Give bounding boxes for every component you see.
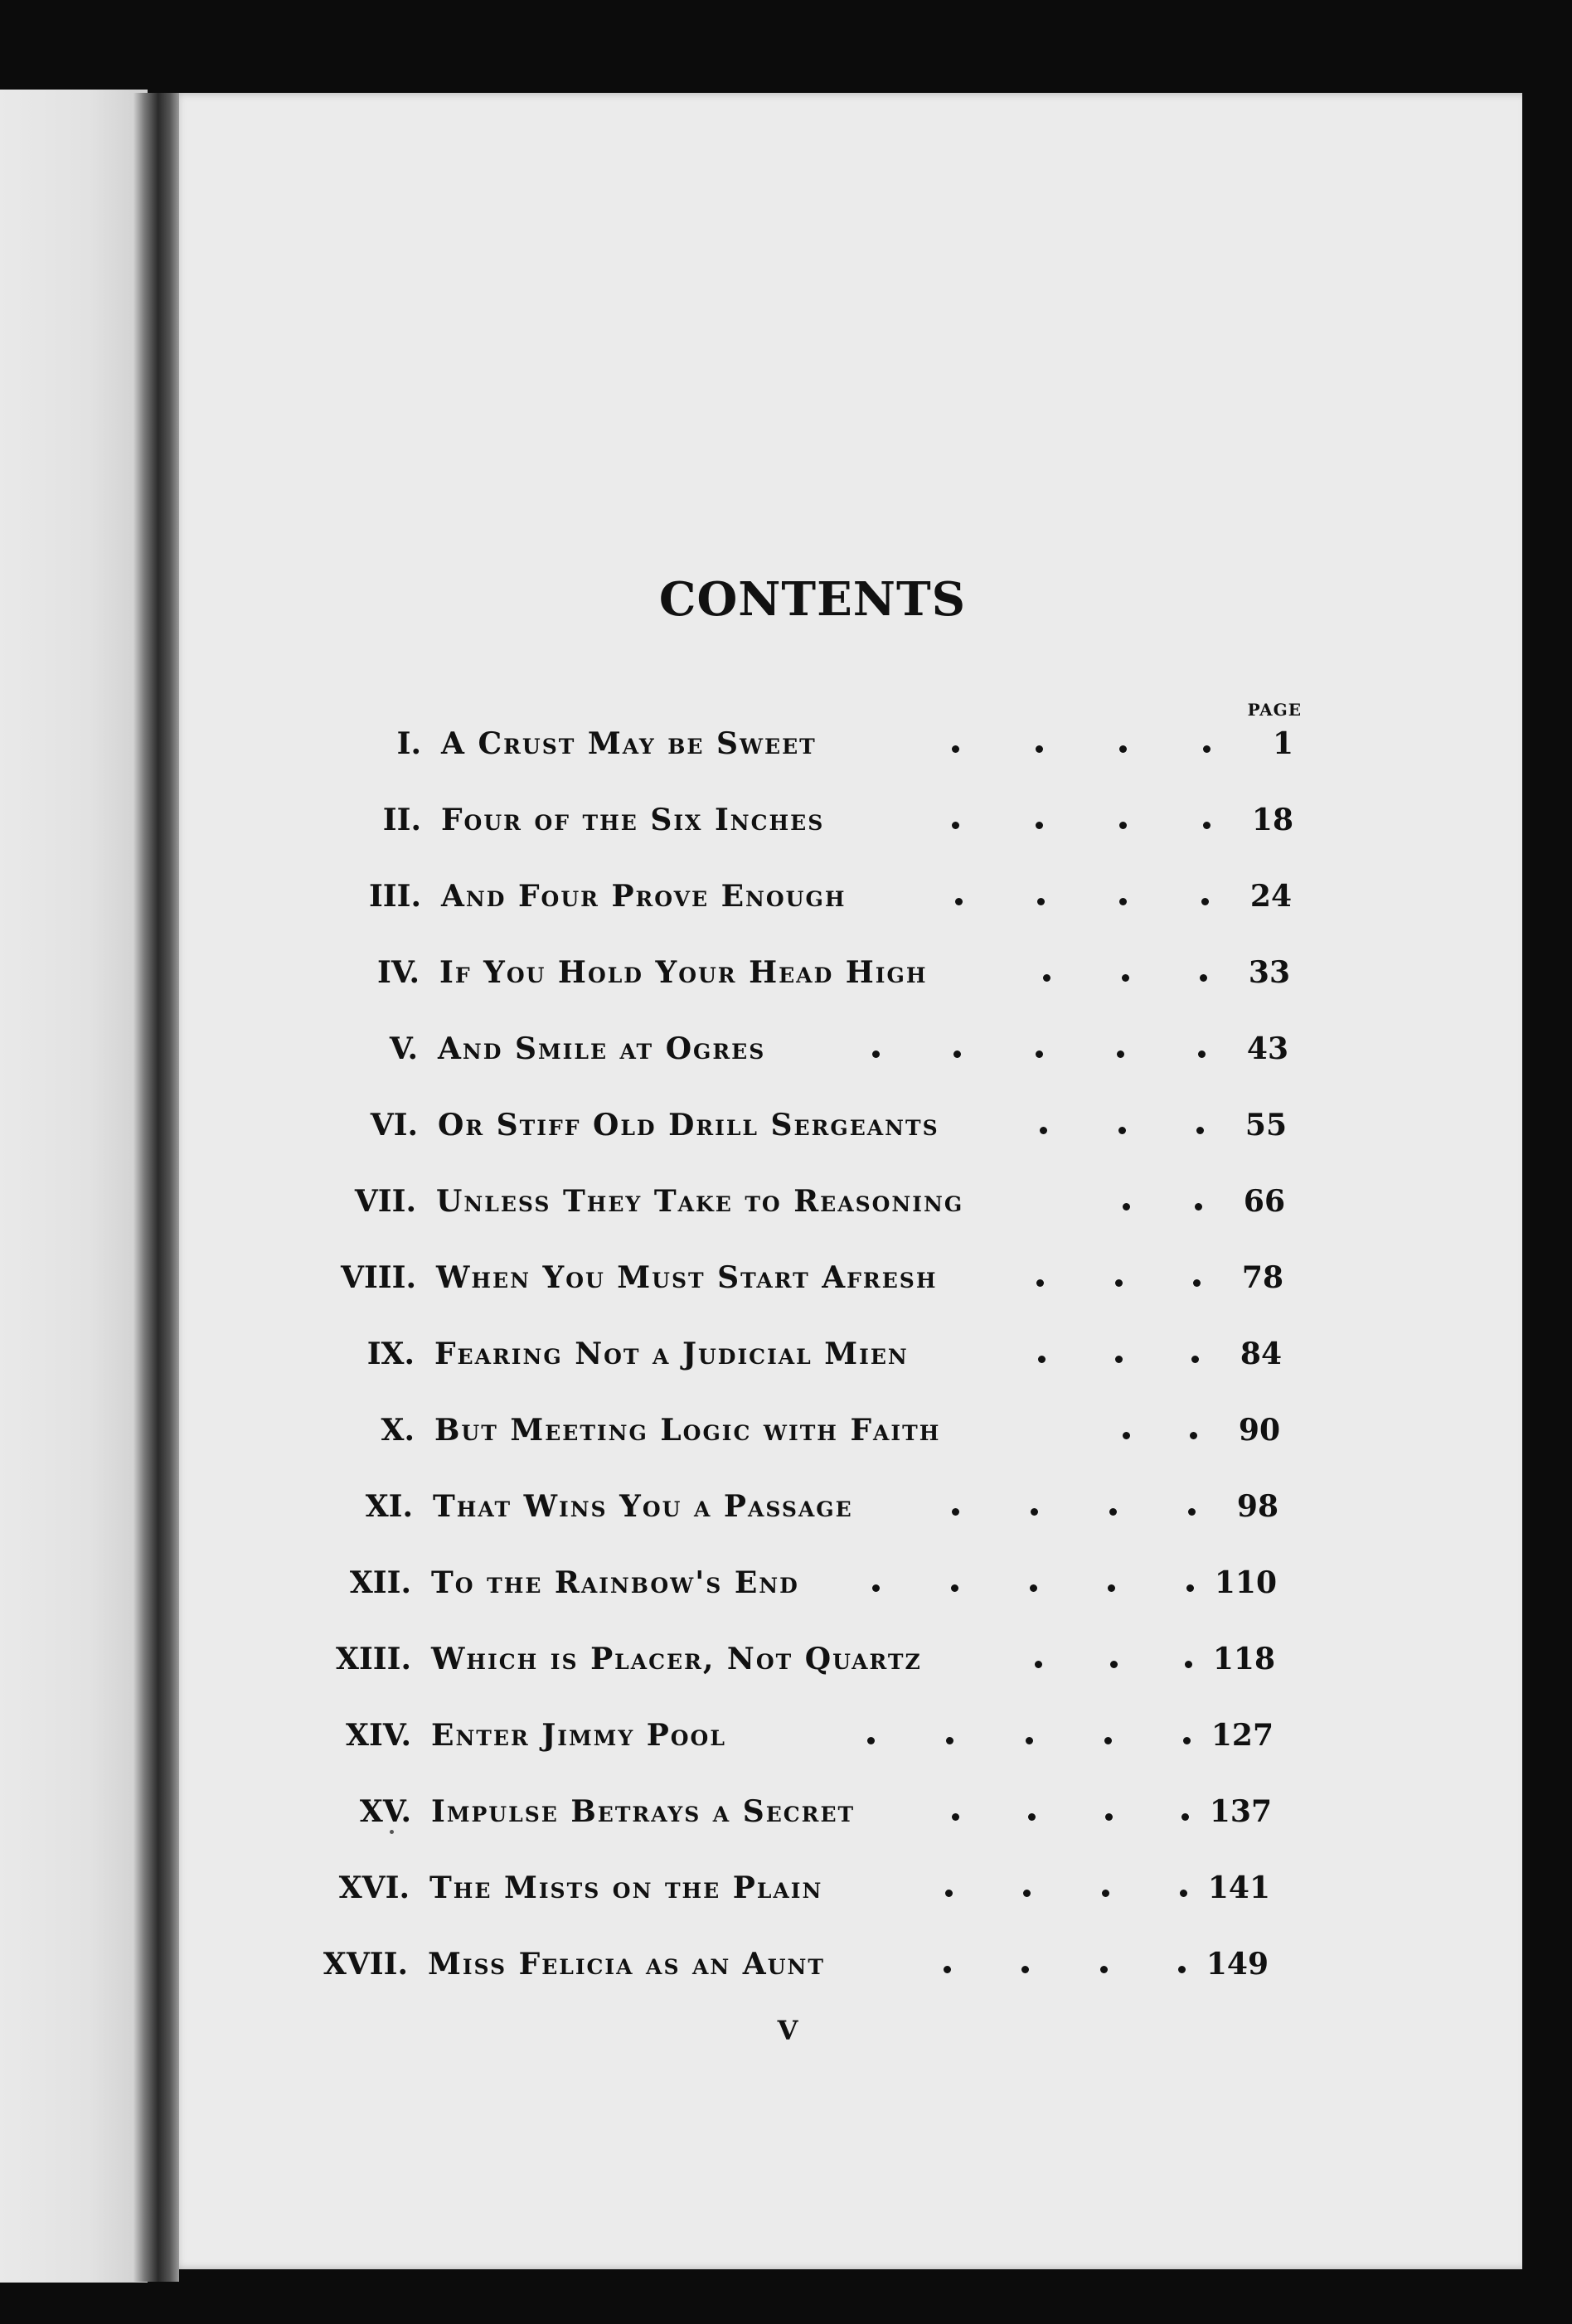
leader-dot (1040, 1127, 1047, 1134)
leader-dot (1180, 1890, 1187, 1897)
leader-dot (1185, 1661, 1192, 1668)
leader-dot (872, 1050, 880, 1058)
chapter-title: When You Must Start Afresh (436, 1260, 938, 1295)
chapter-title: Miss Felicia as an Aunt (428, 1947, 825, 1982)
dot-leaders (1043, 955, 1207, 988)
chapter-title: Four of the Six Inches (441, 803, 825, 837)
leader-dot (1104, 1737, 1112, 1744)
leader-dot (952, 1813, 959, 1821)
leader-dot (1123, 1432, 1130, 1439)
leader-dot (1183, 1737, 1191, 1744)
dot-leaders (952, 1794, 1189, 1827)
page-number: 1 (1272, 726, 1293, 761)
leader-dot (1119, 745, 1127, 753)
chapter-numeral: XVI. (338, 1870, 410, 1905)
dot-leaders (1123, 1413, 1197, 1446)
page-number: 141 (1207, 1870, 1270, 1905)
chapter-title: If You Hold Your Head High (439, 955, 928, 990)
page-title: CONTENTS (658, 572, 967, 627)
page-number: 110 (1214, 1565, 1277, 1600)
page-number: 137 (1209, 1794, 1272, 1829)
chapter-numeral: XII. (349, 1565, 411, 1600)
chapter-numeral: III. (368, 879, 421, 914)
chapter-numeral: XV. (359, 1794, 411, 1829)
leader-dot (1028, 1813, 1036, 1821)
chapter-numeral: VI. (370, 1108, 418, 1143)
page-number: 98 (1236, 1489, 1278, 1524)
leader-dot (1038, 1356, 1046, 1363)
paper-speck (390, 1830, 394, 1834)
leader-dot (1100, 1966, 1108, 1973)
leader-dot (952, 745, 959, 753)
dot-leaders (952, 803, 1211, 836)
contents-page (172, 93, 1522, 2269)
chapter-numeral: V. (389, 1031, 418, 1066)
book-gutter (133, 93, 179, 2282)
left-page-edge (0, 90, 148, 2283)
chapter-numeral: II. (382, 803, 421, 837)
leader-dot (1203, 745, 1211, 753)
chapter-title: And Smile at Ogres (438, 1031, 766, 1066)
leader-dot (1196, 1127, 1204, 1134)
leader-dot (1031, 1508, 1038, 1516)
page-number: 43 (1246, 1031, 1288, 1066)
page-number: 24 (1249, 879, 1292, 914)
chapter-title: Enter Jimmy Pool (431, 1718, 726, 1753)
page-number: 18 (1251, 803, 1293, 837)
leader-dot (867, 1737, 875, 1744)
page-number: 84 (1240, 1337, 1282, 1371)
leader-dot (1193, 1279, 1201, 1287)
chapter-title: Impulse Betrays a Secret (431, 1794, 856, 1829)
dot-leaders (1040, 1108, 1204, 1141)
dot-leaders (1035, 1642, 1192, 1675)
dot-leaders (872, 1031, 1206, 1065)
leader-dot (1023, 1890, 1031, 1897)
leader-dot (1119, 822, 1127, 829)
leader-dot (1178, 1966, 1186, 1973)
leader-dot (1203, 822, 1211, 829)
leader-dot (1117, 1050, 1124, 1058)
leader-dot (1123, 1203, 1130, 1211)
chapter-numeral: XVII. (323, 1947, 408, 1982)
dot-leaders (955, 879, 1209, 912)
page-number: 90 (1238, 1413, 1280, 1448)
leader-dot (1108, 1584, 1115, 1592)
chapter-title: That Wins You a Passage (433, 1489, 853, 1524)
dot-leaders (1036, 1260, 1201, 1293)
leader-dot (1200, 974, 1207, 982)
leader-dot (1191, 1356, 1199, 1363)
leader-dot (1102, 1890, 1109, 1897)
leader-dot (952, 1508, 959, 1516)
leader-dot (1043, 974, 1050, 982)
leader-dot (1188, 1508, 1196, 1516)
dot-leaders (872, 1565, 1194, 1599)
leader-dot (1186, 1584, 1194, 1592)
leader-dot (1109, 1508, 1117, 1516)
leader-dot (1190, 1432, 1197, 1439)
leader-dot (1181, 1813, 1189, 1821)
page-number: 118 (1212, 1642, 1275, 1676)
leader-dot (1198, 1050, 1206, 1058)
page-number: 55 (1244, 1108, 1287, 1143)
dot-leaders (944, 1947, 1186, 1980)
leader-dot (1036, 1279, 1044, 1287)
leader-dot (1021, 1966, 1029, 1973)
dot-leaders (952, 1489, 1196, 1522)
chapter-numeral: IV. (376, 955, 420, 990)
leader-dot (1115, 1356, 1123, 1363)
leader-dot (944, 1966, 951, 1973)
chapter-title: Or Stiff Old Drill Sergeants (438, 1108, 939, 1143)
leader-dot (1110, 1661, 1118, 1668)
leader-dot (1036, 745, 1043, 753)
leader-dot (1195, 1203, 1202, 1211)
leader-dot (1119, 898, 1127, 905)
dot-leaders (867, 1718, 1191, 1751)
leader-dot (1030, 1584, 1037, 1592)
leader-dot (1037, 898, 1045, 905)
page-number: 127 (1211, 1718, 1274, 1753)
page-number: 33 (1248, 955, 1290, 990)
chapter-numeral: XIV. (346, 1718, 411, 1753)
leader-dot (945, 1890, 953, 1897)
chapter-title: But Meeting Logic with Faith (434, 1413, 941, 1448)
leader-dot (953, 1050, 961, 1058)
leader-dot (1036, 822, 1043, 829)
chapter-numeral: VIII. (341, 1260, 416, 1295)
dot-leaders (1123, 1184, 1202, 1217)
chapter-numeral: IX. (366, 1337, 415, 1371)
chapter-title: And Four Prove Enough (441, 879, 847, 914)
chapter-title: Which is Placer, Not Quartz (431, 1642, 922, 1676)
leader-dot (1118, 1127, 1126, 1134)
leader-dot (1105, 1813, 1113, 1821)
leader-dot (946, 1737, 953, 1744)
leader-dot (1035, 1661, 1042, 1668)
chapter-title: A Crust May be Sweet (441, 726, 817, 761)
chapter-numeral: X. (381, 1413, 415, 1448)
leader-dot (952, 822, 959, 829)
dot-leaders (945, 1870, 1187, 1904)
page-column-heading: PAGE (1247, 700, 1302, 720)
chapter-numeral: VII. (354, 1184, 416, 1219)
chapter-title: To the Rainbow's End (431, 1565, 799, 1600)
page-number: 149 (1206, 1947, 1269, 1982)
chapter-numeral: XIII. (336, 1642, 411, 1676)
leader-dot (955, 898, 963, 905)
leader-dot (1026, 1737, 1033, 1744)
leader-dot (872, 1584, 880, 1592)
page-number: 66 (1243, 1184, 1285, 1219)
chapter-numeral: XI. (365, 1489, 413, 1524)
leader-dot (1115, 1279, 1123, 1287)
leader-dot (1201, 898, 1209, 905)
leader-dot (1122, 974, 1129, 982)
leader-dot (951, 1584, 958, 1592)
chapter-numeral: I. (396, 726, 421, 761)
chapter-title: The Mists on the Plain (429, 1870, 823, 1905)
chapter-title: Unless They Take to Reasoning (436, 1184, 964, 1219)
dot-leaders (1038, 1337, 1199, 1370)
folio-number: V (777, 2015, 798, 2046)
chapter-title: Fearing Not a Judicial Mien (434, 1337, 909, 1371)
dot-leaders (952, 726, 1211, 759)
leader-dot (1036, 1050, 1043, 1058)
page-number: 78 (1241, 1260, 1283, 1295)
